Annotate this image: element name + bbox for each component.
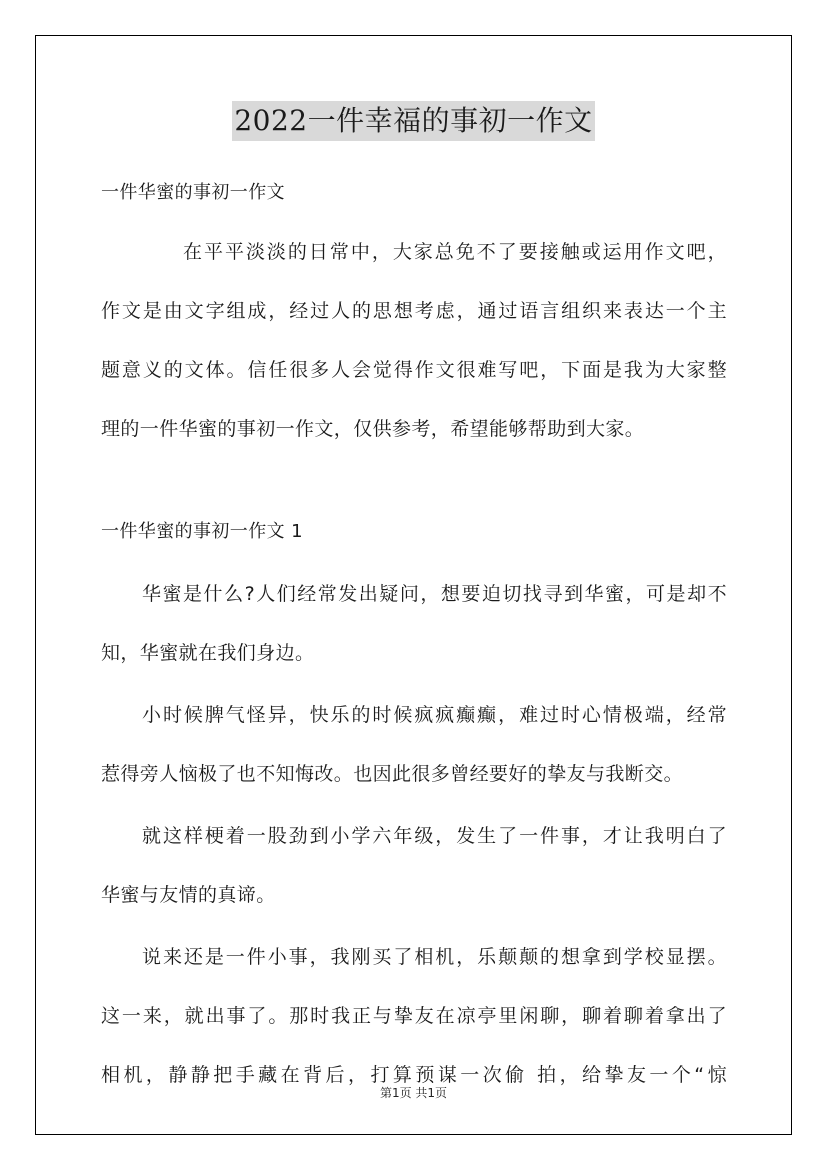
- intro-line-1: 在平平淡淡的日常中，大家总免不了要接触或运用作文吧，: [183, 241, 727, 263]
- intro-heading: 一件华蜜的事初一作文: [101, 182, 285, 203]
- essay-heading: 一件华蜜的事初一作文 1: [101, 521, 303, 542]
- document-body: [101, 173, 727, 1095]
- document-title: 2022一件幸福的事初一作文: [232, 101, 594, 141]
- paragraph-3-line-2: 华蜜与友情的真谛。: [101, 884, 276, 906]
- paragraph-1-line-2: 知，华蜜就在我们身边。: [101, 642, 315, 664]
- paragraph-4-line-1: 说来还是一件小事，我刚买了相机，乐颠颠的想拿到学校显摆。: [142, 946, 727, 968]
- paragraph-4-line-2: 这一来，就出事了。那时我正与挚友在凉亭里闲聊，聊着聊着拿出了: [101, 1005, 727, 1027]
- intro-line-4: 理的一件华蜜的事初一作文，仅供参考，希望能够帮助到大家。: [101, 418, 645, 440]
- paragraph-1-line-1: 华蜜是什么?人们经常发出疑问，想要迫切找寻到华蜜，可是却不: [142, 583, 727, 605]
- page-number-footer: 第1页 共1页: [379, 1086, 448, 1100]
- paragraph-2-line-2: 惹得旁人恼极了也不知悔改。也因此很多曾经要好的挚友与我断交。: [101, 763, 684, 785]
- paragraph-2-line-1: 小时候脾气怪异，快乐的时候疯疯癫癫，难过时心情极端，经常: [142, 704, 727, 726]
- paragraph-4-line-3: 相机，静静把手藏在背后，打算预谋一次偷 拍，给挚友一个“惊: [101, 1064, 727, 1086]
- paragraph-3-line-1: 就这样梗着一股劲到小学六年级，发生了一件事，才让我明白了: [142, 825, 727, 847]
- title-container: [0, 101, 827, 141]
- intro-line-3: 题意义的文体。信任很多人会觉得作文很难写吧，下面是我为大家整: [101, 359, 727, 381]
- intro-line-2: 作文是由文字组成，经过人的思想考虑，通过语言组织来表达一个主: [101, 300, 727, 322]
